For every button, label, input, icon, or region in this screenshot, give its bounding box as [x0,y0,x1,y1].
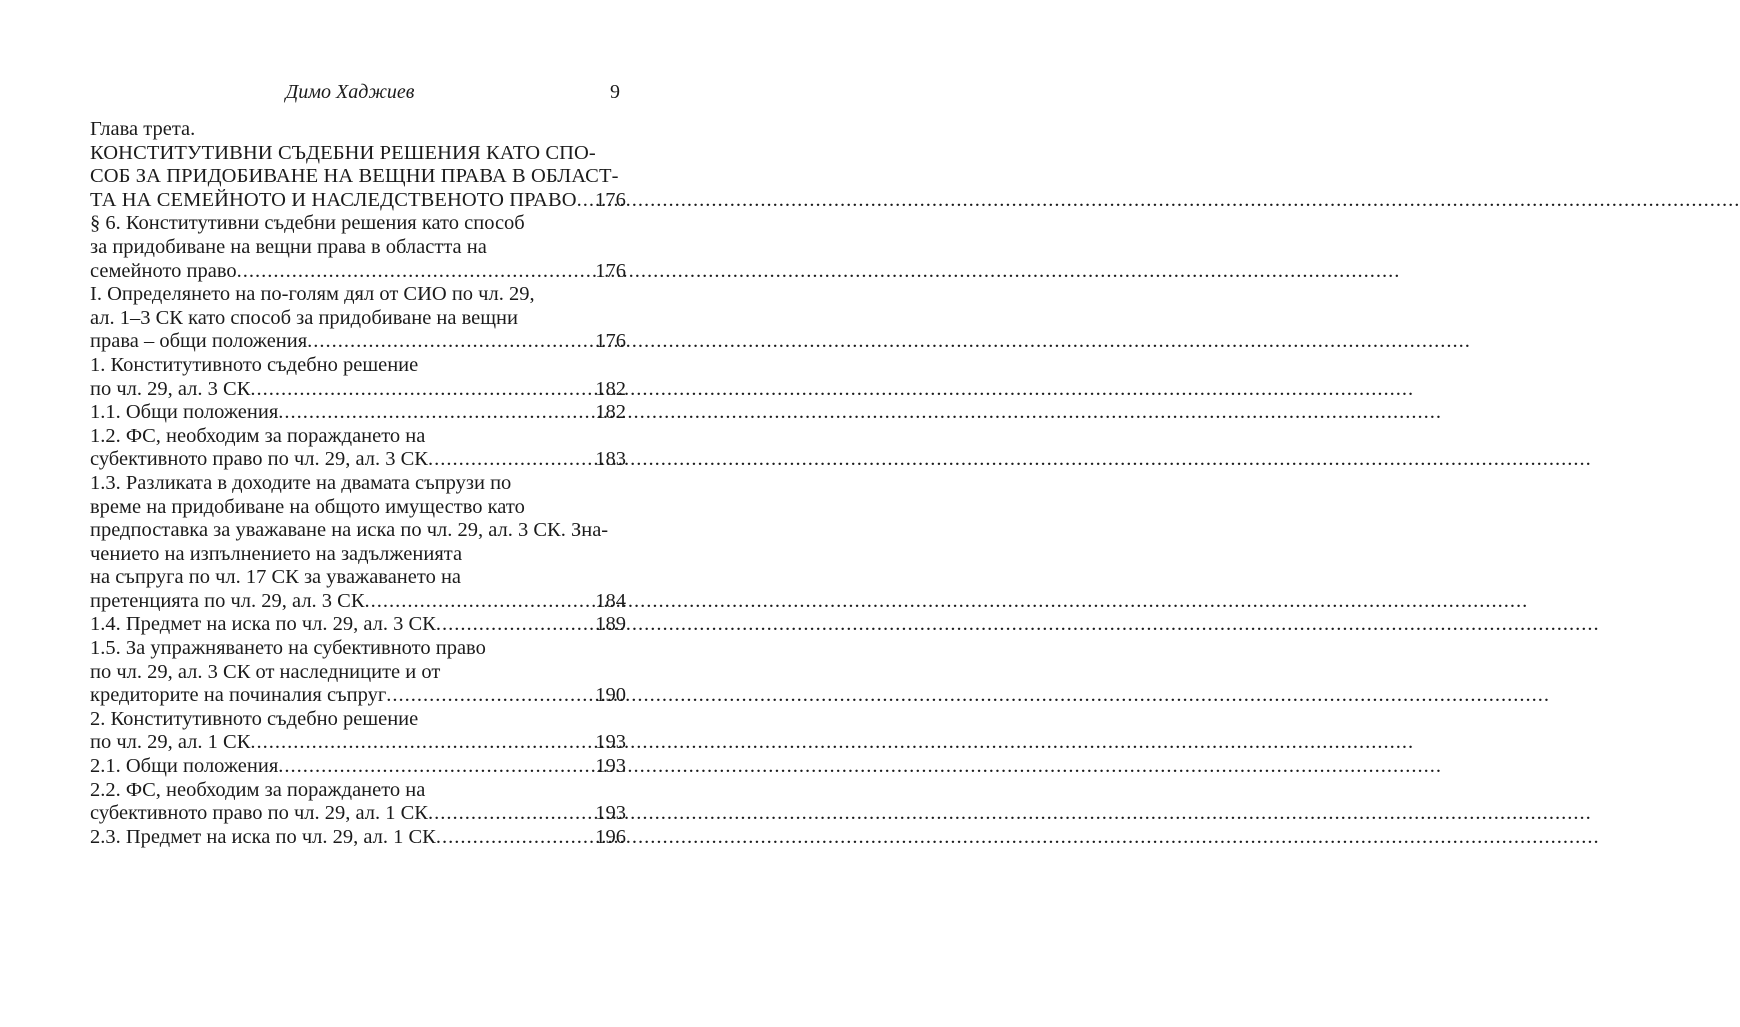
toc-entry-line: 1.5. За упражняването на субективното право [90,637,486,660]
toc-entry-line: време на придобиване на общото имущество като [90,495,525,518]
toc-entry-line: на съпруга по чл. 17 СК за уважаването на [90,566,462,589]
toc-page-number: 189 [595,613,626,636]
toc-entry-title: по чл. 29, ал. 1 СК [90,731,251,754]
toc-entry-title: права – общи положения [90,330,308,353]
toc-entry-line: ал. 1–3 СК като способ за придобиване на вещни [90,306,518,329]
toc-entry [90,260,626,284]
toc-entry [90,401,626,425]
toc-page-number: 196 [595,825,626,848]
toc-entry [90,378,626,402]
toc-entry-line: I. Определянето на по-голям дял от СИО по чл. 29, [90,283,535,306]
leader-dots [428,448,593,472]
leader-dots [577,189,593,213]
leader-dots [386,684,593,708]
toc-entry [90,684,626,708]
leader-dots [436,613,593,637]
toc-entry-title: 2.1. Общи положения [90,755,279,778]
toc-entry-line: чението на изпълнението на задълженията [90,542,463,565]
toc-entry-line: § 6. Конститутивни съдебни решения като способ [90,212,525,235]
leader-dots [436,826,593,850]
toc-page-number: 193 [595,731,626,754]
leader-dots [365,590,594,614]
leader-dots [278,401,593,425]
chapter-title-line: КОНСТИТУТИВНИ СЪДЕБНИ РЕШЕНИЯ КАТО СПО- [90,141,596,164]
toc-entry [90,330,626,354]
toc-entry-line: 1.3. Разликата в доходите на двамата съпрузи по [90,471,512,494]
toc-page-number: 182 [595,377,626,400]
toc-page-number: 183 [595,448,626,471]
toc-page-number: 184 [595,589,626,612]
toc-entry [90,731,626,755]
toc-entry [90,802,626,826]
toc-page-number: 176 [595,330,626,353]
toc-entry-title: субективното право по чл. 29, ал. 3 СК [90,448,428,471]
toc-page-number: 190 [595,684,626,707]
chapter-title-last-line: ТА НА СЕМЕЙНОТО И НАСЛЕДСТВЕНОТО ПРАВО [90,188,577,211]
toc-entry-line: 1. Конститутивното съдебно решение [90,353,419,376]
toc-entry-title: 1.1. Общи положения [90,401,279,424]
leader-dots [428,802,593,826]
leader-dots [237,260,594,284]
chapter-title-entry [90,189,626,213]
toc-entry [90,448,626,472]
chapter-title-line: СОБ ЗА ПРИДОБИВАНЕ НА ВЕЩНИ ПРАВА В ОБЛАСТ- [90,165,619,188]
toc-entry-line: за придобиване на вещни права в областта на [90,235,487,258]
toc-page-number: 182 [595,401,626,424]
toc-entry-title: 2.3. Предмет на иска по чл. 29, ал. 1 СК [90,825,436,848]
toc-entry-title: по чл. 29, ал. 3 СК [90,377,251,400]
leader-dots [278,755,593,779]
toc-page-number: 193 [595,755,626,778]
toc-entry [90,590,626,614]
toc-entry-line: 1.2. ФС, необходим за пораждането на [90,424,426,447]
leader-dots [307,330,593,354]
table-of-contents [90,118,626,849]
toc-entry-line: 2. Конститутивното съдебно решение [90,707,419,730]
leader-dots [250,731,593,755]
toc-entry-title: кредиторите на починалия съпруг [90,684,387,707]
toc-page-number: 176 [595,259,626,282]
toc-entry [90,613,626,637]
chapter-label: Глава трета. [90,118,196,140]
toc-entry-title: 1.4. Предмет на иска по чл. 29, ал. 3 СК [90,613,436,636]
running-head-author: Димо Хаджиев [285,81,415,103]
toc-entry [90,826,626,850]
toc-entry-line: по чл. 29, ал. 3 СК от наследниците и от [90,660,441,683]
chapter-page-number: 176 [594,188,626,211]
page-number: 9 [610,81,620,103]
toc-entry-title: претенцията по чл. 29, ал. 3 СК [90,589,365,612]
toc-page-number: 193 [595,802,626,825]
toc-entry-line: 2.2. ФС, необходим за пораждането на [90,778,426,801]
toc-entry-title: семейното право [90,259,237,282]
toc-entry [90,755,626,779]
leader-dots [250,378,593,402]
running-head [0,78,700,106]
toc-entry-title: субективното право по чл. 29, ал. 1 СК [90,802,428,825]
toc-entry-line: предпоставка за уважаване на иска по чл. 29, ал. 3 СК. Зна- [90,519,609,542]
